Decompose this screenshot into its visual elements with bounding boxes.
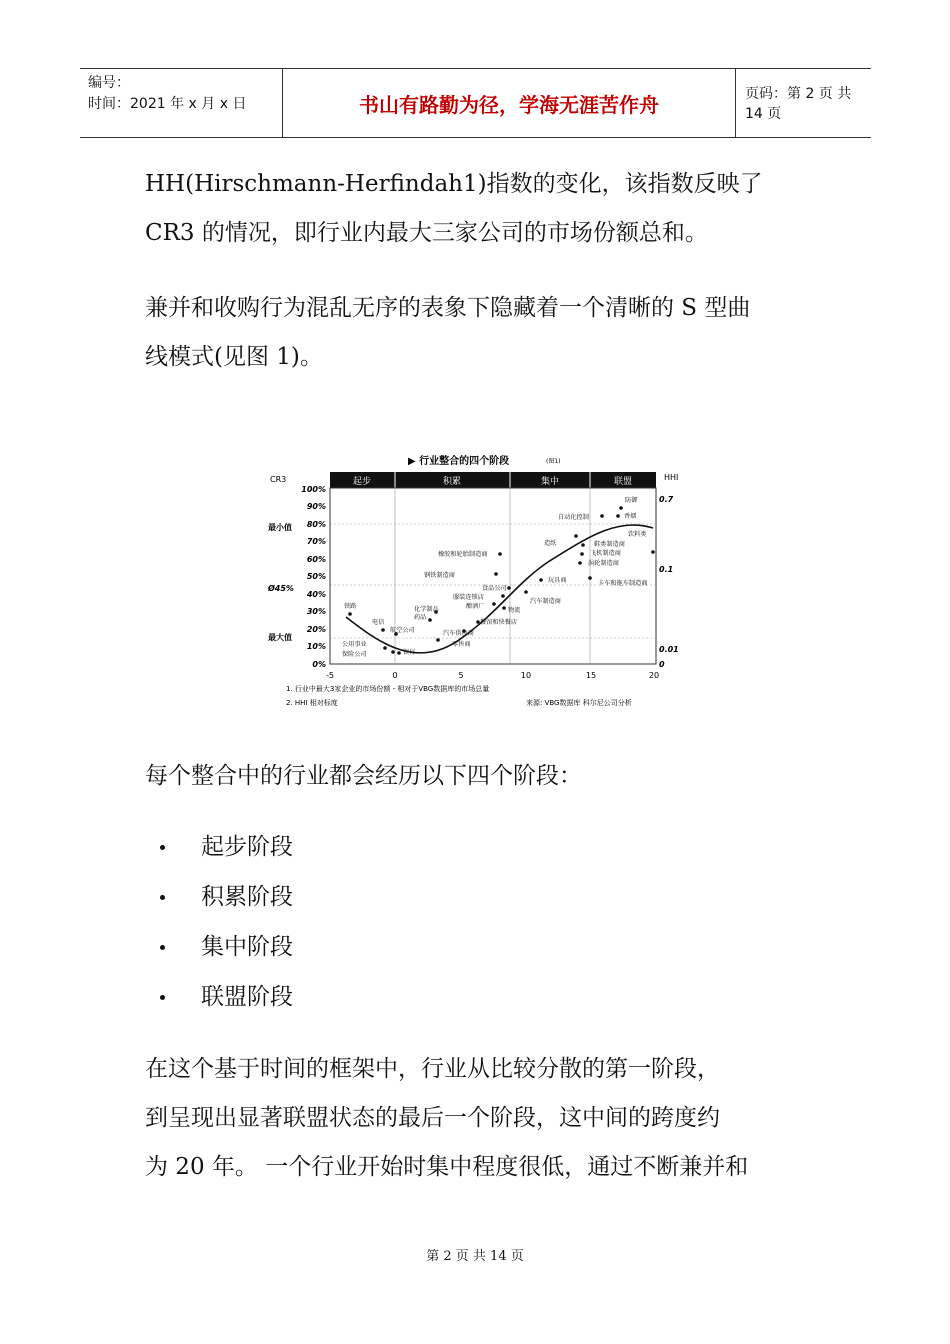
y-side-label-min: 最小值 bbox=[268, 523, 292, 532]
list-item bbox=[160, 922, 293, 972]
y-side-label-max: 最大值 bbox=[268, 633, 292, 642]
y-tick-70: 70% bbox=[306, 537, 326, 546]
paragraph-1-line-1: HH(Hirschmann-Herfindah1)指数的变化，该指数反映了 bbox=[145, 171, 763, 197]
paragraph-2-line-1: 兼并和收购行为混乱无序的表象下隐藏着一个清晰的 S 型曲 bbox=[145, 295, 751, 321]
header-number-label: 编号： bbox=[88, 75, 130, 91]
label-truck: 卡车和拖车制造商 bbox=[598, 580, 648, 587]
label-beverages: 饮料类 bbox=[628, 531, 647, 538]
figure-note-1: 1. 行业中最大3家企业的市场份额 - 相对于VBG数据库的市场总量 bbox=[286, 685, 490, 693]
phase-label-alliance: 联盟 bbox=[613, 477, 633, 487]
label-steel: 钢铁制造商 bbox=[424, 572, 455, 579]
paragraph-4 bbox=[145, 1045, 825, 1192]
label-toys: 玩具商 bbox=[548, 577, 567, 584]
label-automation: 自动化控制 bbox=[558, 514, 589, 521]
label-retail: 零售商 bbox=[452, 641, 471, 648]
y-side-label-45: Ø45% bbox=[268, 584, 294, 593]
label-brewery: 酿酒厂 bbox=[466, 603, 485, 610]
x-tick-15: 15 bbox=[585, 671, 597, 680]
page-header bbox=[80, 68, 871, 138]
right-axis-title: HHI bbox=[664, 473, 679, 482]
figure-note-2: 2. HHI 相对标度 bbox=[286, 699, 338, 707]
figure-number: (图1) bbox=[546, 458, 561, 465]
hhi-tick-0-01: 0.01 bbox=[659, 645, 679, 654]
y-tick-30: 30% bbox=[306, 607, 326, 616]
header-meta bbox=[80, 69, 282, 137]
figure-source: 来源: VBG数据库 科尔尼公司分析 bbox=[526, 699, 632, 707]
stage-list bbox=[160, 822, 293, 1022]
paragraph-1 bbox=[145, 160, 825, 258]
figure-industry-consolidation bbox=[268, 452, 688, 714]
paragraph-4-line-2: 到呈现出显著联盟状态的最后一个阶段，这中间的跨度约 bbox=[145, 1105, 720, 1131]
y-tick-20: 20% bbox=[306, 625, 326, 634]
label-pharma: 药品 bbox=[414, 614, 427, 621]
header-page-info: 页码：第 2 页 共 14 页 bbox=[745, 86, 852, 122]
list-item bbox=[160, 822, 293, 872]
paragraph-2 bbox=[145, 284, 825, 382]
left-axis-title: CR3 bbox=[270, 475, 287, 484]
x-tick-0: 0 bbox=[392, 671, 398, 680]
figure-svg bbox=[268, 452, 688, 714]
label-rubber: 橡胶和轮胎制造商 bbox=[438, 551, 488, 558]
figure-title: ▶ 行业整合的四个阶段 bbox=[408, 456, 510, 467]
phase-label-accumulate: 积累 bbox=[442, 477, 462, 487]
stage-label: 联盟阶段 bbox=[201, 984, 293, 1010]
y-tick-80: 80% bbox=[306, 520, 326, 529]
label-telecom: 电信 bbox=[372, 619, 385, 626]
x-tick-m5: -5 bbox=[326, 671, 334, 680]
hhi-tick-0: 0 bbox=[659, 660, 665, 669]
label-chemicals: 化学制品 bbox=[414, 606, 439, 613]
stage-label: 集中阶段 bbox=[201, 934, 293, 960]
y-tick-50: 50% bbox=[306, 572, 326, 581]
list-item bbox=[160, 972, 293, 1022]
bullet-icon bbox=[160, 895, 165, 900]
x-tick-20: 20 bbox=[648, 671, 660, 680]
label-defense: 防御 bbox=[625, 497, 638, 504]
label-food: 食品公司 bbox=[482, 585, 507, 592]
phase-label-focus: 集中 bbox=[540, 477, 560, 487]
phase-band bbox=[330, 472, 656, 488]
paragraph-4-line-3: 为 20 年。 一个行业开始时集中程度很低，通过不断兼并和 bbox=[145, 1154, 749, 1180]
label-auto-suppliers: 汽车供应商 bbox=[443, 630, 474, 637]
paragraph-1-line-2: CR3 的情况，即行业内最大三家公司的市场份额总和。 bbox=[145, 220, 708, 246]
bullet-icon bbox=[160, 845, 165, 850]
stage-label: 起步阶段 bbox=[201, 834, 293, 860]
y-tick-100: 100% bbox=[301, 485, 326, 494]
hhi-tick-0-1: 0.1 bbox=[659, 565, 674, 574]
label-cigarettes: 香烟 bbox=[624, 513, 637, 520]
y-tick-90: 90% bbox=[306, 502, 326, 511]
bullet-icon bbox=[160, 945, 165, 950]
bullet-icon bbox=[160, 995, 165, 1000]
label-auto-makers: 汽车制造商 bbox=[530, 598, 561, 605]
plot-frame bbox=[330, 488, 656, 664]
y-tick-40: 40% bbox=[306, 590, 326, 599]
paragraph-3: 每个整合中的行业都会经历以下四个阶段： bbox=[145, 763, 582, 789]
paragraph-2-line-2: 线模式(见图 1)。 bbox=[145, 344, 323, 370]
label-paper: 造纸 bbox=[544, 540, 557, 547]
label-logistics: 物流 bbox=[508, 607, 521, 614]
label-utilities: 公用事业 bbox=[342, 641, 367, 648]
phase-label-start: 起步 bbox=[352, 477, 372, 487]
label-turbine: 涡轮制造商 bbox=[588, 560, 619, 567]
y-tick-10: 10% bbox=[306, 642, 326, 651]
label-banks: 银行 bbox=[403, 649, 416, 656]
list-item bbox=[160, 872, 293, 922]
label-footwear: 鞋类制造商 bbox=[594, 541, 625, 548]
label-airlines: 航空公司 bbox=[390, 627, 415, 634]
stage-label: 积累阶段 bbox=[201, 884, 293, 910]
page-footer: 第 2 页 共 14 页 bbox=[426, 1249, 524, 1264]
x-tick-10: 10 bbox=[520, 671, 532, 680]
hhi-tick-0-7: 0.7 bbox=[659, 495, 674, 504]
label-railway: 铁路 bbox=[344, 603, 357, 610]
y-tick-0: 0% bbox=[312, 660, 326, 669]
label-restaurants: 餐馆和快餐店 bbox=[480, 619, 518, 626]
y-tick-60: 60% bbox=[306, 555, 326, 564]
label-aircraft: 飞机制造商 bbox=[590, 550, 621, 557]
header-time-label: 时间：2021 年 x 月 x 日 bbox=[88, 96, 247, 112]
label-insurance: 保险公司 bbox=[342, 651, 367, 658]
label-apparel: 服装连锁店 bbox=[453, 594, 484, 601]
x-tick-5: 5 bbox=[458, 671, 464, 680]
paragraph-4-line-1: 在这个基于时间的框架中，行业从比较分散的第一阶段， bbox=[145, 1056, 720, 1082]
header-motto: 书山有路勤为径，学海无涯苦作舟 bbox=[282, 69, 736, 137]
